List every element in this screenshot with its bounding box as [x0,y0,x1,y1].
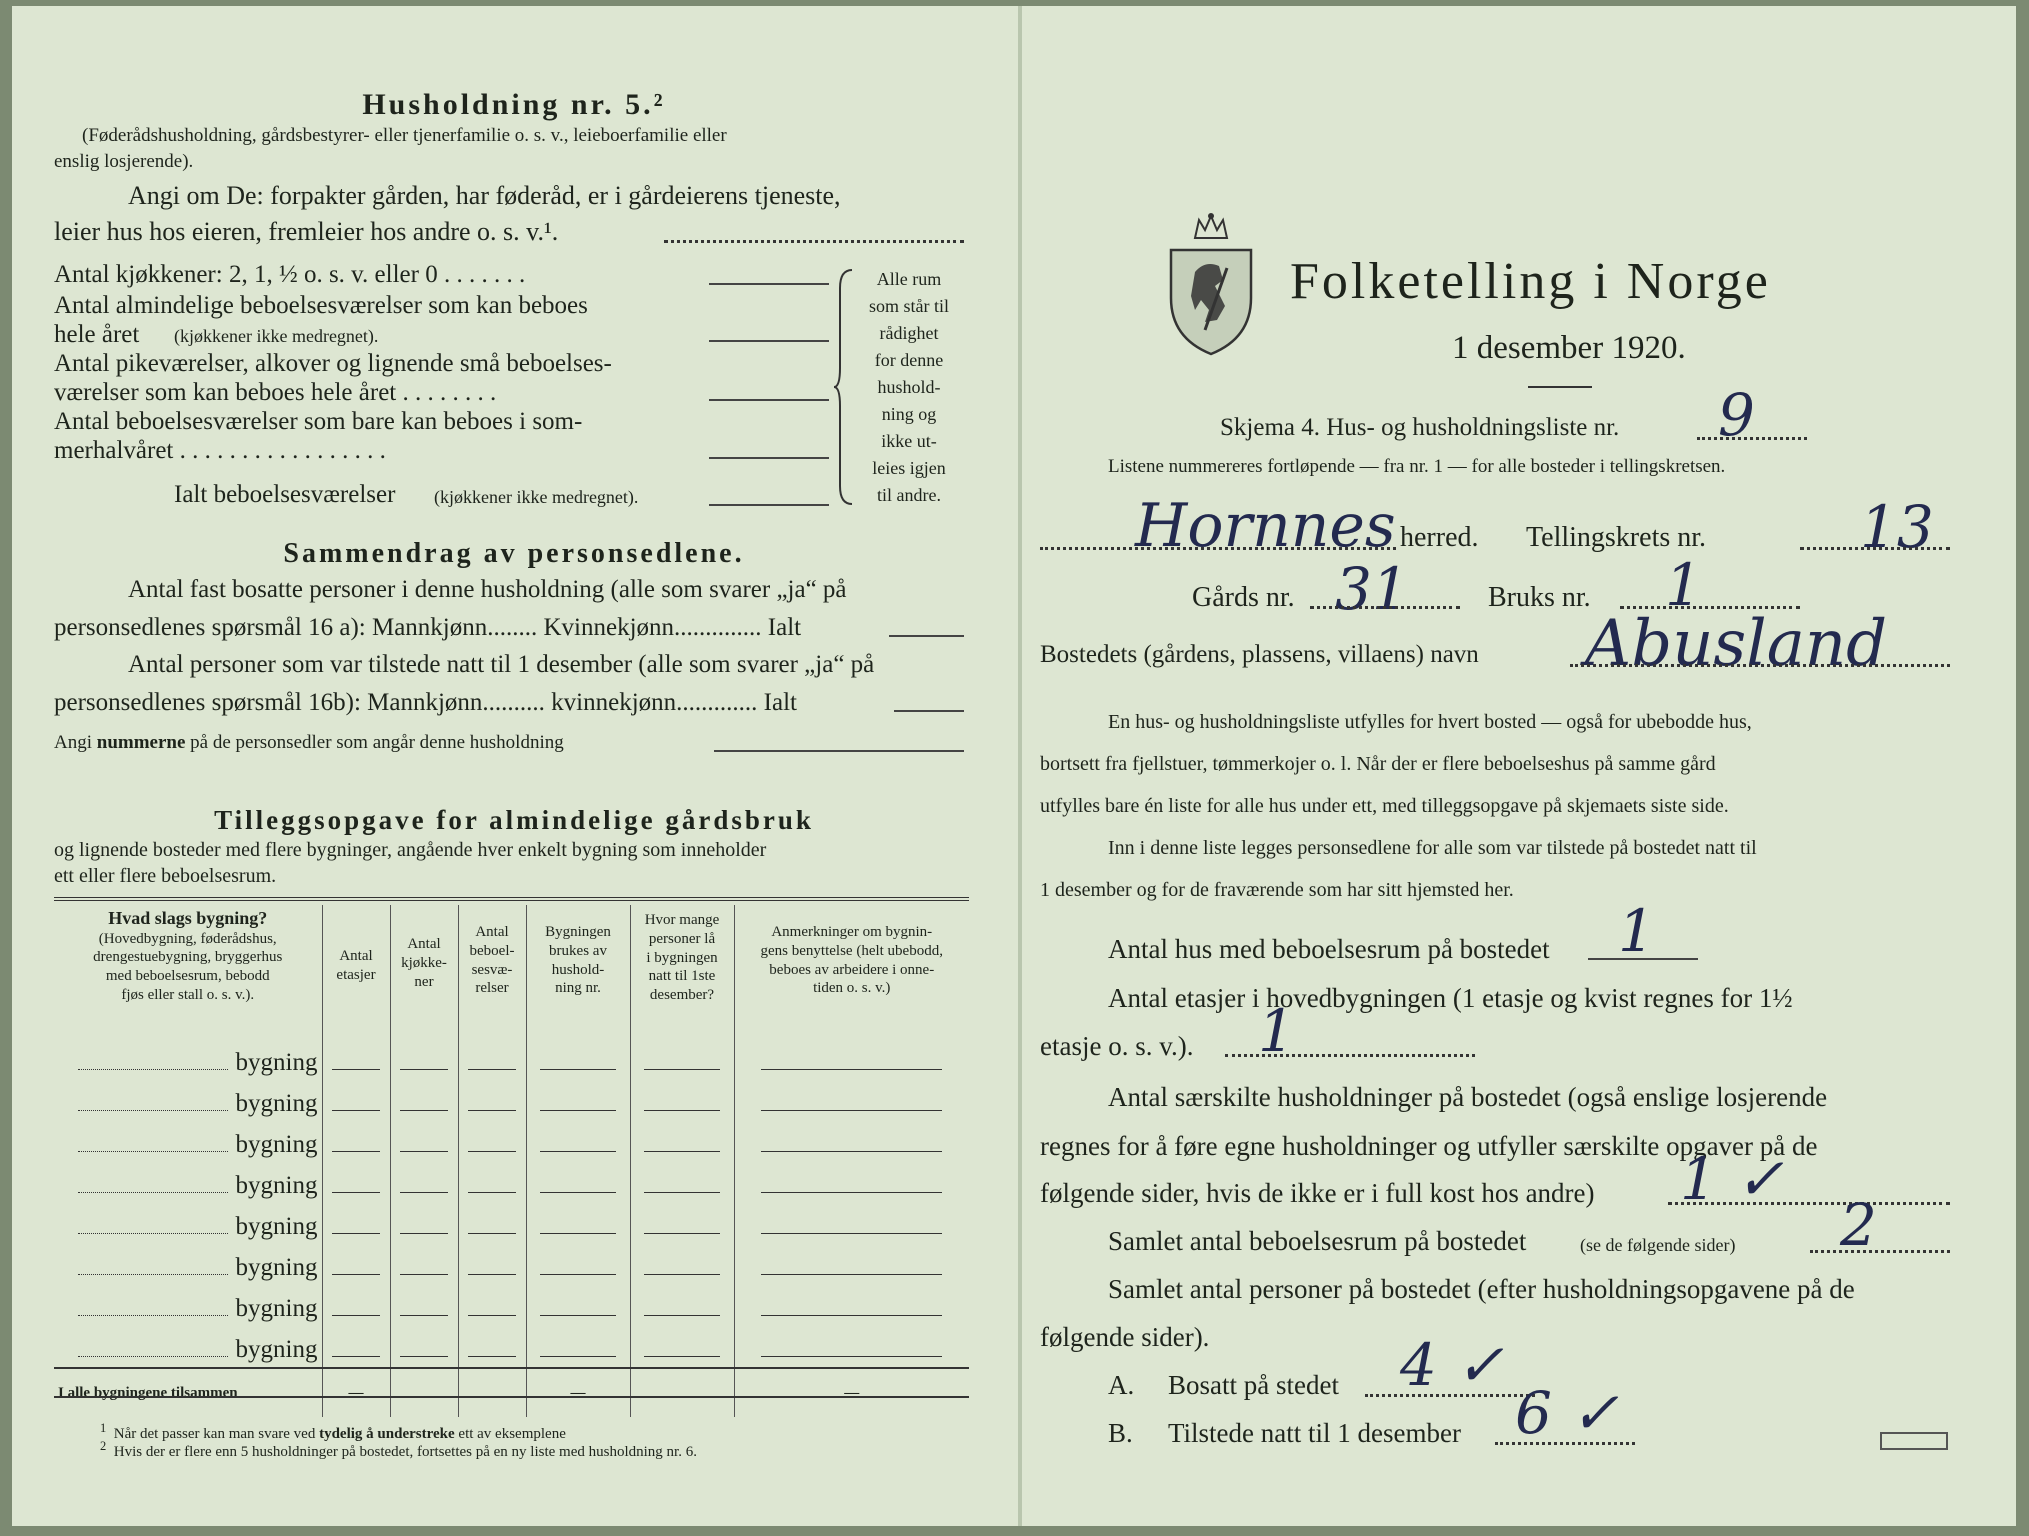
cell-blank [644,1233,720,1234]
building-type-blank [78,1315,228,1316]
gards-value: 31 [1335,555,1409,623]
building-type-blank [78,1356,228,1357]
building-type-cell [54,1203,322,1244]
cell-blank [468,1315,515,1316]
table-bottom-rule [54,1396,969,1398]
tilstede-label: Tilstede natt til 1 desember [1168,1418,1461,1448]
samlet-rum-line [1810,1250,1950,1253]
cell-blank [644,1315,720,1316]
table-cell [390,1244,458,1285]
herred-line [1040,547,1396,550]
header-line: Antal [407,936,441,952]
tilstede-value: 6 ✓ [1515,1379,1619,1447]
nummerne-answer [714,750,964,752]
table-row [54,1080,969,1121]
header-anmerkninger [734,905,969,1039]
cell-blank [761,1274,942,1275]
bygning-label: bygning [235,1089,318,1117]
saerskilte-line [1668,1202,1950,1205]
para2-line-1: Inn i denne liste legges personsedlene for alle som var tilstede på bostedet natt til [1108,837,1757,859]
gards-label: Gårds nr. [1192,582,1295,613]
cell-blank [644,1356,720,1357]
sum-cell [630,1368,734,1417]
building-type-blank [78,1233,228,1234]
main-title: Folketelling i Norge [1290,253,1771,310]
header-line: i bygningen [646,949,718,966]
header-line: tiden o. s. v.) [813,980,891,997]
cell-blank [540,1192,616,1193]
cell-blank [761,1110,942,1111]
sum-cell [458,1368,526,1417]
bracket-note-line: ning og [881,404,937,424]
table-body [54,1039,969,1368]
household-subtitle-1: (Føderådshusholdning, gårdsbestyrer- eller tjenerfamilie o. s. v., leieboerfamilie eller [82,125,727,146]
cell-blank [400,1069,447,1070]
para1-line-2: bortsett fra fjellstuer, tømmerkojer o. l. Når der er flere beboelseshus på samme gård [1040,753,1716,775]
cell-blank [761,1069,942,1070]
cell-blank [468,1192,515,1193]
date-rule [1528,386,1592,388]
herred-label: herred. [1400,522,1479,553]
tillegg-line-2: ett eller flere beboelsesrum. [54,865,277,887]
table-cell [734,1039,969,1080]
sum-label: I alle bygningene tilsammen [54,1368,322,1417]
table-cell [526,1162,630,1203]
table-cell [630,1203,734,1244]
table-row [54,1285,969,1326]
header-line: ner [414,973,434,990]
cell-blank [540,1233,616,1234]
tilstede-line [1495,1442,1635,1445]
building-type-cell [54,1121,322,1162]
herred-value: Hornnes [1135,491,1396,561]
table-cell [734,1244,969,1285]
bygning-label: bygning [235,1212,318,1240]
sommer-line-1: Antal beboelsesværelser som bare kan beboes i som- [54,408,583,435]
header-line: personer lå [648,930,716,947]
cell-blank [540,1274,616,1275]
tellingskrets-line [1800,547,1950,550]
cell-blank [644,1151,720,1152]
header-line: etasjer [336,966,376,983]
table-cell [322,1121,390,1162]
cell-blank [332,1274,379,1275]
header-line: Antal [475,924,509,940]
alm-line-1: Antal almindelige beboelsesværelser som kan beboes [54,292,588,319]
header-line: Antal [339,948,373,964]
header-line: natt til 1ste [648,968,716,985]
bygning-label: bygning [235,1294,318,1322]
cell-blank [540,1151,616,1152]
cell-blank [468,1274,515,1275]
header-line: beboel- [469,942,515,959]
kjokkener-label: Antal kjøkkener: 2, 1, ½ o. s. v. eller 0 . . . . . . . [54,261,526,288]
saerskilte-value: 1 ✓ [1680,1145,1784,1213]
sommer-line-2: merhalvåret . . . . . . . . . . . . . . . . . [54,437,386,464]
table-cell [458,1039,526,1080]
nummerne-pre: Angi [54,732,92,753]
table-row [54,1162,969,1203]
alm-note: (kjøkkener ikke medregnet). [174,326,379,346]
antal-hus-label: Antal hus med beboelsesrum på bostedet [1108,934,1550,964]
angi-answer-line [664,240,964,243]
cell-blank [540,1110,616,1111]
tellingskrets-label: Tellingskrets nr. [1526,522,1707,553]
cell-blank [468,1356,515,1357]
cell-blank [332,1192,379,1193]
bosatt-line [1365,1394,1535,1397]
table-cell [630,1121,734,1162]
alm-line-2: hele året [54,321,140,348]
building-type-blank [78,1192,228,1193]
angi-line-2: leier hus hos eieren, fremleier hos andre o. s. v.¹. [54,217,559,246]
table-cell [526,1039,630,1080]
cell-blank [761,1356,942,1357]
footnote-2: $^2$ Hvis der er flere enn 5 husholdninger på bostedet, fortsettes på en ny liste med husholdning nr. 6. [100,1439,697,1460]
table-cell [734,1203,969,1244]
header-husholdning-nr [526,905,630,1039]
cell-blank [468,1069,515,1070]
tillegg-line-1: og lignende bosteder med flere bygninger, angående hver enkelt bygning som inneholder [54,839,767,861]
table-cell [390,1285,458,1326]
ialt-answer [709,504,829,506]
cell-blank [400,1151,447,1152]
table-cell [630,1080,734,1121]
bosatt-label: Bosatt på stedet [1168,1370,1339,1400]
table-cell [630,1326,734,1368]
cell-blank [644,1192,720,1193]
samlet-pers-line-1: Samlet antal personer på bostedet (efter husholdningsopgavene på de [1108,1274,1855,1304]
table-row [54,1244,969,1285]
header-line: gens benyttelse (helt ubebodd, [760,942,943,959]
table-cell [458,1326,526,1368]
samlet-rum-label: Samlet antal beboelsesrum på bostedet [1108,1226,1527,1256]
table-header-row [54,905,969,1039]
header-line: desember? [649,987,715,1003]
bracket-note-line: Alle rum [876,269,942,289]
building-type-cell [54,1285,322,1326]
angi-line-1: Angi om De: forpakter gården, har føderåd, er i gårdeierens tjeneste, [128,181,841,210]
table-cell [322,1203,390,1244]
right-page [1040,0,1960,1536]
table-cell [630,1039,734,1080]
table-cell [526,1080,630,1121]
table-sum-row [54,1368,969,1417]
table-cell [458,1162,526,1203]
tellingskrets-value: 13 [1860,493,1934,561]
table-cell [458,1285,526,1326]
table-cell [458,1244,526,1285]
table-cell [322,1326,390,1368]
building-type-blank [78,1069,228,1070]
cell-blank [400,1315,447,1316]
header-bygning [54,905,322,1039]
cell-blank [761,1233,942,1234]
table-cell [390,1080,458,1121]
header-line: Bygningen [545,924,611,940]
nummerne-post: på de personsedler som angår denne husholdning [190,732,564,753]
header-kjokkener [390,905,458,1039]
header-line: hushold- [551,961,605,978]
etasjer-line-1: Antal etasjer i hovedbygningen (1 etasje og kvist regnes for 1½ [1108,983,1793,1013]
bygning-label: bygning [235,1171,318,1199]
tilstede-letter: B. [1108,1418,1133,1448]
cell-blank [761,1315,942,1316]
footnote-1-bold: tydelig å understreke [319,1426,455,1442]
left-page [54,0,974,1536]
etasjer-line-2: etasje o. s. v.). [1040,1031,1194,1061]
footnote-2-text: Hvis der er flere enn 5 husholdninger på bostedet, fortsettes på en ny liste med husholdning nr. 6. [113,1444,697,1460]
building-type-blank [78,1274,228,1275]
pike-line-1: Antal pikeværelser, alkover og lignende små beboelses- [54,350,612,377]
footnote-1-pre: Når det passer kan man svare ved [113,1426,316,1442]
bygning-label: bygning [235,1253,318,1281]
saerskilte-line-1: Antal særskilte husholdninger på bostedet (også enslige losjerende [1108,1082,1828,1112]
skjema-label: Skjema 4. Hus- og husholdningsliste nr. [1220,414,1620,441]
bygning-label: bygning [235,1335,318,1363]
cell-blank [400,1192,447,1193]
bosted-label: Bostedets (gårdens, plassens, villaens) navn [1040,641,1479,668]
table-cell [734,1285,969,1326]
table-cell [390,1121,458,1162]
bracket-note-line: som står til [869,296,949,316]
cell-blank [644,1069,720,1070]
bracket-note-line: hushold- [877,377,941,397]
cell-blank [332,1315,379,1316]
header-personer [630,905,734,1039]
etasjer-line [1225,1054,1475,1057]
header-etasjer [322,905,390,1039]
table-cell [734,1326,969,1368]
building-type-cell [54,1162,322,1203]
table-cell [322,1080,390,1121]
etasjer-value: 1 [1258,997,1295,1065]
samlet-rum-note: (se de følgende sider) [1580,1235,1736,1255]
fast-ialt-answer [889,635,964,637]
cell-blank [400,1274,447,1275]
cell-blank [400,1233,447,1234]
header-line: beboes av arbeidere i onne- [769,961,935,978]
pike-answer [709,399,829,401]
tilstede-ialt-answer [894,710,964,712]
saerskilte-line-3: følgende sider, hvis de ikke er i full kost hos andre) [1040,1178,1595,1208]
cell-blank [332,1356,379,1357]
cell-blank [644,1110,720,1111]
table-cell [458,1203,526,1244]
table-cell [322,1162,390,1203]
header-line: sesvæ- [471,961,513,978]
tillegg-title: Tilleggsopgave for almindelige gårdsbruk [214,805,814,835]
kjokkener-answer [709,283,829,285]
building-type-cell [54,1326,322,1368]
fast-line-1: Antal fast bosatte personer i denne husholdning (alle som svarer „ja“ på [128,576,847,603]
census-date: 1 desember 1920. [1452,330,1686,366]
table-cell [390,1326,458,1368]
para2-line-2: 1 desember og for de fraværende som har sitt hjemsted her. [1040,879,1514,901]
cell-blank [400,1356,447,1357]
header-line: Anmerkninger om bygnin- [771,924,933,940]
printer-stamp-icon [1880,1432,1948,1450]
para1-line-1: En hus- og husholdningsliste utfylles for hvert bosted — også for ubebodde hus, [1108,711,1752,733]
table-cell [390,1039,458,1080]
header-line: (Hovedbygning, føderådshus, [98,930,277,947]
building-type-blank [78,1110,228,1111]
table-cell [458,1080,526,1121]
table-top-rule [54,897,969,901]
table-cell [526,1203,630,1244]
header-line: ning nr. [555,980,601,997]
table-cell [734,1162,969,1203]
bruks-label: Bruks nr. [1488,582,1591,613]
table-cell [458,1121,526,1162]
table-row [54,1039,969,1080]
household-subtitle-2: enslig losjerende). [54,151,194,172]
skjema-value: 9 [1718,381,1755,449]
page-fold [1018,6,1022,1526]
header-line: med beboelsesrum, bebodd [105,968,270,984]
building-type-blank [78,1151,228,1152]
building-type-cell [54,1244,322,1285]
antal-hus-line [1588,958,1698,960]
cell-blank [332,1110,379,1111]
header-line: Hvad slags bygning? [108,908,268,928]
table-row [54,1121,969,1162]
bracket-note-line: leies igjen [872,458,946,478]
samlet-pers-line-2: følgende sider). [1040,1322,1210,1352]
cell-blank [332,1069,379,1070]
table-cell [322,1285,390,1326]
cell-blank [468,1151,515,1152]
table-cell [630,1244,734,1285]
bosatt-letter: A. [1108,1370,1135,1400]
header-line: kjøkke- [401,954,447,971]
listene-note: Listene nummereres fortløpende — fra nr. 1 — for alle bosteder i tellingskretsen. [1108,456,1726,477]
gards-line [1310,606,1460,609]
header-line: brukes av [549,942,607,959]
bygning-label: bygning [235,1130,318,1158]
para1-line-3: utfylles bare én liste for alle hus under ett, med tilleggsopgave på skjemaets siste side. [1040,795,1729,817]
table-cell [526,1121,630,1162]
header-beboelsesvaerelser [458,905,526,1039]
fast-line-2: personsedlenes spørsmål 16 a): Mannkjønn........ Kvinnekjønn.............. Ialt [54,614,802,641]
bracket-note-line: til andre. [877,485,941,505]
header-line: fjøs eller stall o. s. v.). [121,986,255,1003]
bracket-note-line: rådighet [879,323,939,343]
cell-blank [761,1192,942,1193]
cell-blank [761,1151,942,1152]
table-cell [322,1244,390,1285]
sum-cell: — [322,1368,390,1417]
table-cell [390,1203,458,1244]
household-title: Husholdning nr. 5.² [362,88,666,121]
header-line: drengestuebygning, bryggerhus [93,949,283,966]
building-type-cell [54,1039,322,1080]
cell-blank [332,1151,379,1152]
cell-blank [468,1110,515,1111]
footnote-1: $^1$ Når det passer kan man svare ved tydelig å understreke ett av eksemplene [100,1421,566,1442]
table-row [54,1326,969,1368]
footnote-1-post: ett av eksemplene [458,1426,566,1442]
bracket-note [854,266,964,509]
table-cell [734,1080,969,1121]
cell-blank [468,1233,515,1234]
bruks-value: 1 [1665,551,1702,619]
header-line: Hvor mange [644,912,720,928]
building-type-cell [54,1080,322,1121]
tilstede-line-2: personsedlenes spørsmål 16b): Mannkjønn.......... kvinnekjønn............. Ialt [54,689,797,716]
norway-coat-of-arms-icon [1165,210,1257,358]
bracket-note-line: for denne [874,350,944,370]
cell-blank [540,1069,616,1070]
tilstede-line-1: Antal personer som var tilstede natt til 1 desember (alle som svarer „ja“ på [128,651,875,678]
bosted-line [1570,664,1950,667]
table-cell [734,1121,969,1162]
cell-blank [540,1315,616,1316]
sum-cell: — [526,1368,630,1417]
table-row [54,1203,969,1244]
antal-hus-value: 1 [1618,897,1655,965]
bosatt-value: 4 ✓ [1400,1331,1504,1399]
sammendrag-title: Sammendrag av personsedlene. [283,538,745,569]
cell-blank [644,1274,720,1275]
bracket-note-line: ikke ut- [881,431,937,451]
pike-line-2: værelser som kan beboes hele året . . . . . . . . [54,379,497,406]
ialt-note: (kjøkkener ikke medregnet). [434,487,639,507]
sum-cell [390,1368,458,1417]
table-cell [526,1285,630,1326]
sommer-answer [709,457,829,459]
skjema-line [1697,437,1807,440]
building-table [54,905,969,1417]
samlet-rum-value: 2 [1840,1191,1877,1259]
table-cell [630,1162,734,1203]
bygning-label: bygning [235,1048,318,1076]
table-cell [630,1285,734,1326]
cell-blank [400,1110,447,1111]
header-line: relser [475,980,509,997]
table-cell [526,1326,630,1368]
table-cell [390,1162,458,1203]
table-cell [526,1244,630,1285]
cell-blank [540,1356,616,1357]
cell-blank [332,1233,379,1234]
ialt-label: Ialt beboelsesværelser [174,481,396,508]
table-cell [322,1039,390,1080]
alm-answer [709,340,829,342]
bosted-value: Abusland [1585,607,1888,681]
sum-cell: — [734,1368,969,1417]
saerskilte-line-2: regnes for å føre egne husholdninger og utfyller særskilte opgaver på de [1040,1131,1818,1161]
nummerne-line [54,733,564,752]
nummerne-bold: nummerne [96,732,186,753]
